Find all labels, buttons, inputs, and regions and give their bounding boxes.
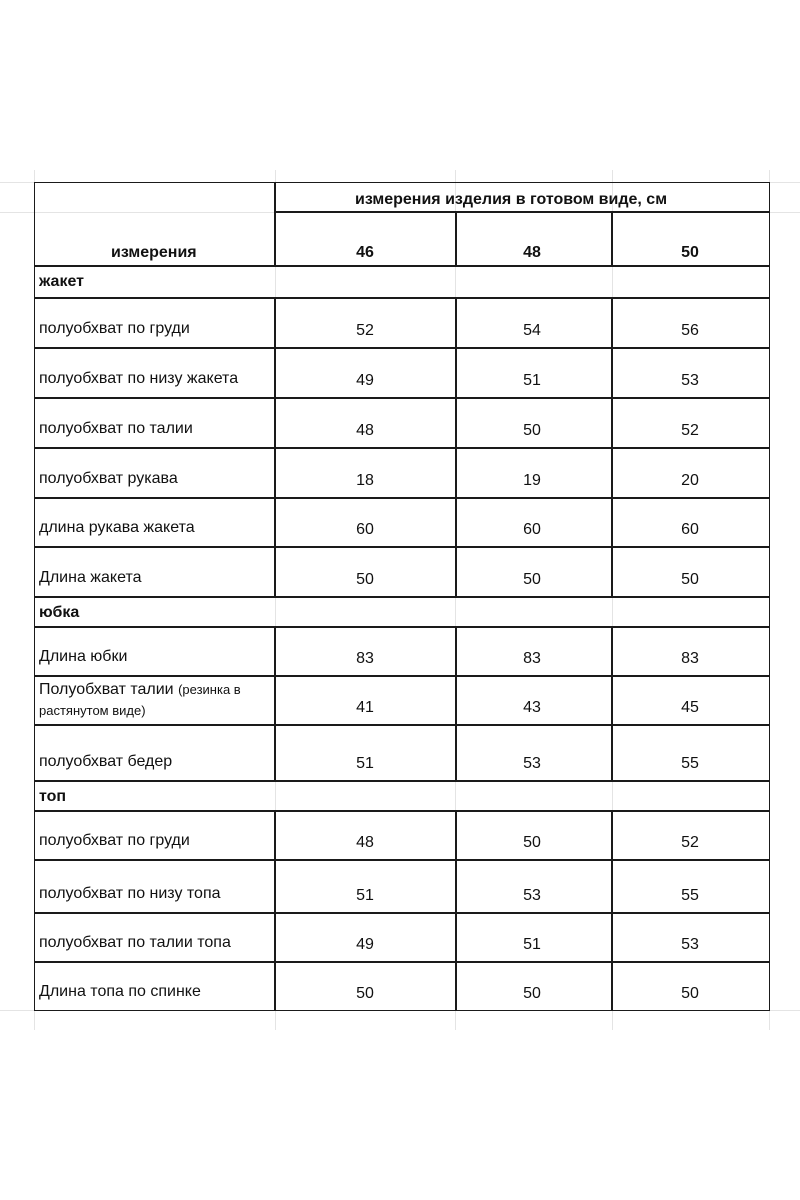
row-divider <box>34 912 770 914</box>
cell-value: 19 <box>523 472 541 489</box>
row-label: длина рукава жакета <box>39 519 195 536</box>
col-divider <box>455 810 457 859</box>
row-label: Длина топа по спинке <box>39 983 201 1000</box>
cell-value: 49 <box>356 372 374 389</box>
header-divider <box>275 211 770 213</box>
col-divider <box>455 675 457 724</box>
col-divider <box>611 397 613 447</box>
section-title: топ <box>39 788 67 805</box>
cell-value: 45 <box>681 699 699 716</box>
row-divider <box>34 810 770 812</box>
row-divider <box>34 497 770 499</box>
cell-value: 20 <box>681 472 699 489</box>
col-divider <box>611 859 613 912</box>
col-divider <box>611 961 613 1010</box>
cell-value: 52 <box>356 322 374 339</box>
col-divider <box>274 626 276 675</box>
cell-value: 83 <box>523 650 541 667</box>
row-label: полуобхват по талии топа <box>39 934 231 951</box>
col-divider <box>274 675 276 724</box>
cell-value: 50 <box>523 422 541 439</box>
row-divider <box>34 447 770 449</box>
col-divider <box>274 546 276 596</box>
size-50: 50 <box>681 244 699 261</box>
row-divider <box>34 347 770 349</box>
col-divider <box>274 447 276 497</box>
col-divider <box>274 859 276 912</box>
col-divider <box>611 447 613 497</box>
size-48: 48 <box>523 244 541 261</box>
cell-value: 54 <box>523 322 541 339</box>
row-label: полуобхват рукава <box>39 470 178 487</box>
col-divider <box>274 961 276 1010</box>
cell-value: 60 <box>681 521 699 538</box>
row-divider <box>34 675 770 677</box>
col-divider <box>611 211 613 266</box>
cell-value: 51 <box>356 887 374 904</box>
cell-value: 53 <box>681 936 699 953</box>
col-divider <box>455 347 457 397</box>
row-label: полуобхват по низу жакета <box>39 370 239 387</box>
row-label: полуобхват бедер <box>39 753 173 770</box>
row-label: Длина юбки <box>39 648 128 665</box>
cell-value: 55 <box>681 887 699 904</box>
cell-value: 18 <box>356 472 374 489</box>
col-divider <box>611 546 613 596</box>
cell-value: 50 <box>523 571 541 588</box>
col-divider <box>274 810 276 859</box>
col-divider <box>274 724 276 780</box>
col-divider <box>455 497 457 546</box>
row-divider <box>34 397 770 399</box>
row-label-note: растянутом виде) <box>39 703 146 718</box>
row-divider <box>34 626 770 628</box>
col-divider <box>455 447 457 497</box>
cell-value: 53 <box>523 887 541 904</box>
col-divider <box>611 912 613 961</box>
cell-value: 50 <box>681 985 699 1002</box>
cell-value: 48 <box>356 834 374 851</box>
cell-value: 53 <box>523 755 541 772</box>
col-divider <box>274 182 276 266</box>
row-divider <box>34 724 770 726</box>
col-divider <box>455 859 457 912</box>
row-divider <box>34 265 770 267</box>
row-divider <box>34 297 770 299</box>
col-divider <box>274 912 276 961</box>
cell-value: 48 <box>356 422 374 439</box>
col-divider <box>455 297 457 347</box>
cell-value: 53 <box>681 372 699 389</box>
row-label <box>39 681 241 699</box>
col-divider <box>455 626 457 675</box>
cell-value: 50 <box>523 834 541 851</box>
row-divider <box>34 546 770 548</box>
cell-value: 55 <box>681 755 699 772</box>
col-divider <box>455 546 457 596</box>
cell-value: 52 <box>681 422 699 439</box>
col-divider <box>611 810 613 859</box>
col-divider <box>274 347 276 397</box>
col-divider <box>455 912 457 961</box>
row-label-text: Полуобхват талии <box>39 681 179 698</box>
cell-value: 49 <box>356 936 374 953</box>
row-label: полуобхват по низу топа <box>39 885 221 902</box>
row-divider <box>34 961 770 963</box>
col-divider <box>455 397 457 447</box>
row-label: полуобхват по талии <box>39 420 193 437</box>
col-divider <box>274 497 276 546</box>
cell-value: 50 <box>681 571 699 588</box>
col-divider <box>455 961 457 1010</box>
col-divider <box>611 626 613 675</box>
row-label-note: (резинка в <box>178 682 241 697</box>
cell-value: 41 <box>356 699 374 716</box>
cell-value: 83 <box>681 650 699 667</box>
row-divider <box>34 780 770 782</box>
first-col-title: измерения <box>111 244 197 261</box>
col-divider <box>274 397 276 447</box>
cell-value: 51 <box>356 755 374 772</box>
cell-value: 51 <box>523 372 541 389</box>
col-divider <box>611 347 613 397</box>
cell-value: 60 <box>356 521 374 538</box>
cell-value: 60 <box>523 521 541 538</box>
row-divider <box>34 859 770 861</box>
cell-value: 43 <box>523 699 541 716</box>
size-46: 46 <box>356 244 374 261</box>
section-title: жакет <box>39 273 84 290</box>
col-divider <box>611 497 613 546</box>
section-title: юбка <box>39 604 80 621</box>
col-divider <box>455 211 457 266</box>
col-divider <box>455 724 457 780</box>
cell-value: 50 <box>356 985 374 1002</box>
col-divider <box>611 724 613 780</box>
cell-value: 56 <box>681 322 699 339</box>
row-label: Длина жакета <box>39 569 142 586</box>
cell-value: 51 <box>523 936 541 953</box>
cell-value: 52 <box>681 834 699 851</box>
col-divider <box>611 675 613 724</box>
row-divider <box>34 596 770 598</box>
row-label: полуобхват по груди <box>39 832 190 849</box>
group-title: измерения изделия в готовом виде, см <box>355 191 668 208</box>
cell-value: 50 <box>523 985 541 1002</box>
col-divider <box>611 297 613 347</box>
cell-value: 83 <box>356 650 374 667</box>
cell-value: 50 <box>356 571 374 588</box>
row-label: полуобхват по груди <box>39 320 190 337</box>
col-divider <box>274 297 276 347</box>
